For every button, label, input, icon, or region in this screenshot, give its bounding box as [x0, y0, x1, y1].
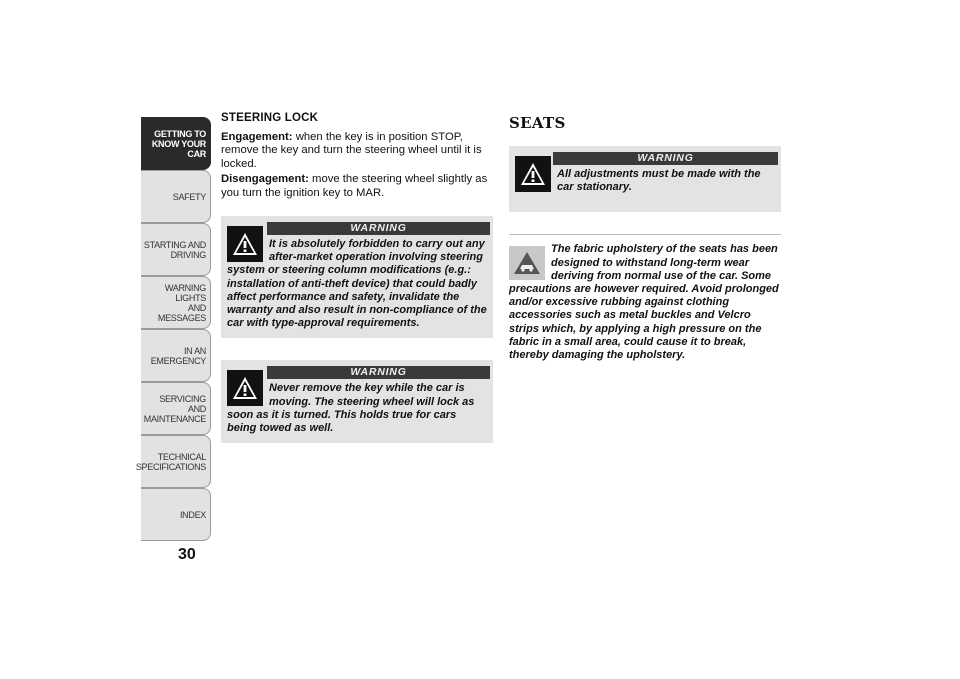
disengagement-label: Disengagement:: [221, 173, 309, 185]
warning-text: It is absolutely forbidden to carry out any after-market operation involving steering system or steering column modifications (e.g.: installation of anti-theft device) that could badly affect performance and safety, invalidate the warranty and also result in non-compliance of the car with type-approval requirements.: [227, 238, 487, 330]
engagement-text: when the key is in position STOP, remove the key and turn the steering wheel until it is locked.: [221, 130, 482, 170]
section-heading: STEERING LOCK: [221, 112, 319, 124]
tab-label: INDEX: [179, 509, 206, 520]
tab-servicing-and-maintenance[interactable]: [141, 382, 211, 435]
tab-label: GETTING TO KNOW YOUR CAR: [151, 128, 206, 159]
car-care-icon: [509, 246, 545, 280]
warning-box: [509, 146, 781, 212]
tab-getting-to-know-your-car[interactable]: [141, 117, 211, 170]
tab-in-an-emergency[interactable]: [141, 329, 211, 382]
tab-label: SERVICING AND MAINTENANCE: [143, 393, 206, 424]
page-number: 30: [178, 546, 196, 563]
tab-label: WARNING LIGHTS AND MESSAGES: [157, 282, 206, 323]
warning-box: [221, 216, 493, 338]
steering-lock-section: [221, 112, 493, 443]
seats-section: [509, 112, 781, 362]
section-title: SEATS: [509, 114, 566, 132]
tab-label: IN AN EMERGENCY: [150, 345, 206, 366]
tab-technical-specifications[interactable]: [135, 435, 211, 488]
note-text: The fabric upholstery of the seats has been designed to withstand long-term wear deriving from normal use of the car. Some precautions are however required. Avoid prolonged and/or excessive rubbing against clothing accessories such as metal buckles and Velcro strips which, by applying a high pressure on the fabric in a small area, could cause it to break, thereby damaging the upholstery.: [509, 243, 779, 362]
tab-label: TECHNICAL SPECIFICATIONS: [135, 451, 206, 472]
tab-starting-and-driving[interactable]: [141, 223, 211, 276]
warning-triangle-icon: [227, 370, 263, 406]
warning-box: [221, 360, 493, 443]
tab-label: STARTING AND DRIVING: [143, 239, 206, 260]
warning-triangle-icon: [227, 226, 263, 262]
engagement-paragraph: [221, 131, 493, 172]
warning-triangle-icon: [515, 156, 551, 192]
note-box: [509, 234, 781, 362]
warning-text: Never remove the key while the car is moving. The steering wheel will lock as soon as it is turned. This holds true for cars being towed as well.: [227, 382, 475, 435]
section-tabs: [135, 117, 211, 541]
tab-index[interactable]: [141, 488, 211, 541]
engagement-label: Engagement:: [221, 130, 293, 143]
warning-title: WARNING: [267, 222, 490, 235]
warning-title: WARNING: [553, 152, 778, 165]
warning-text: All adjustments must be made with the car stationary.: [557, 168, 761, 194]
disengagement-text: move the steering wheel slightly as you turn the ignition key to MAR.: [221, 173, 488, 199]
disengagement-paragraph: [221, 173, 493, 200]
tab-label: SAFETY: [172, 191, 206, 202]
warning-title: WARNING: [267, 366, 490, 379]
tab-safety[interactable]: [141, 170, 211, 223]
tab-warning-lights-and-messages[interactable]: [141, 276, 211, 329]
